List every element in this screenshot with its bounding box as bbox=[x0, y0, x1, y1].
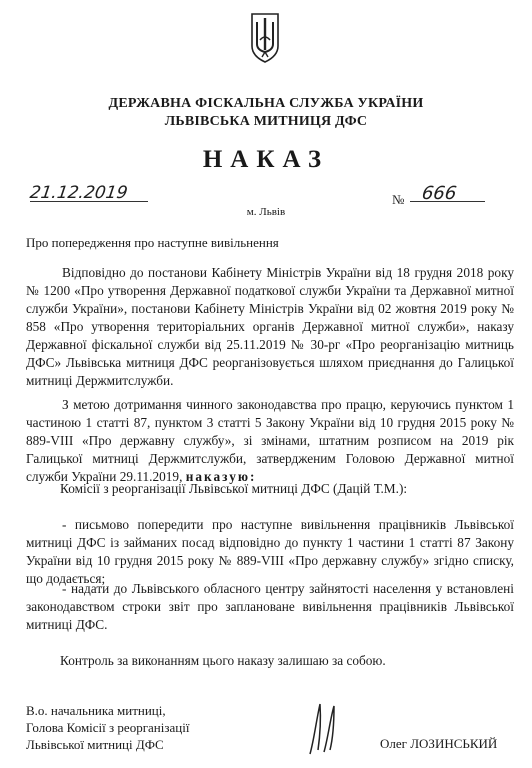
handwritten-signature-icon bbox=[300, 700, 344, 756]
number-label: № bbox=[392, 192, 405, 207]
signatory-line-1: В.о. начальника митниці, bbox=[26, 703, 166, 718]
number-value: 666 bbox=[420, 183, 458, 204]
organization-name: ДЕРЖАВНА ФІСКАЛЬНА СЛУЖБА УКРАЇНИ bbox=[108, 96, 424, 111]
paragraph-purpose bbox=[26, 396, 514, 486]
paragraph-commission: Комісії з реорганізації Львівської митниці ДФС (Дацій Т.М.): bbox=[60, 481, 408, 496]
date-value: 21.12.2019 bbox=[28, 183, 129, 203]
paragraph-item-notify: - письмово попередити про наступне вивільнення працівників Львівської митниці ДФС із займаних посад відповідно до пункту 1 частини 1 статті 87 Закону України від 10 грудня 2015 року № 889-VIII «Про державну службу» згідно списку, що додається; bbox=[26, 517, 514, 586]
paragraph-legal-basis: Відповідно до постанови Кабінету Міністрів України від 18 грудня 2018 року № 1200 «Про утворення Державної податкової служби України та Державної митної служби України», постанови Кабінету Міністрів України від 02 жовтня 2019 року № 858 «Про утворення територіальних органів Державної митної служби», наказу Державної фіскальної служби від 25.11.2019 № 30-рг «Про реорганізацію митниць ДФС» Львівська митниця ДФС реорганізовується шляхом приєднання до Галицької митниці Держмитслужби. bbox=[26, 265, 514, 388]
trident-emblem-icon bbox=[249, 10, 281, 64]
paragraph-purpose-text: З метою дотримання чинного законодавства про працю, керуючись пунктом 1 частиною 1 статті 87, пунктом 3 статті 5 Закону України від 10 грудня 2015 року № 889-VIII «Про державну службу», зі змінами, штатним розписом на 2019 рік Галицької митниці Держмитслужби, затвердженим Головою Державної митної служби України 29.11.2019, bbox=[26, 397, 514, 484]
signatory-name: Олег ЛОЗИНСЬКИЙ bbox=[380, 736, 498, 751]
department-name: ЛЬВІВСЬКА МИТНИЦЯ ДФС bbox=[164, 114, 368, 129]
paragraph-item-report: - надати до Львівського обласного центру зайнятості населення у встановлені законодавством строки звіт про заплановане вивільнення працівників Львівської митниці ДФС. bbox=[26, 581, 514, 632]
number-underline bbox=[410, 201, 485, 202]
signatory-line-2: Голова Комісії з реорганізації bbox=[26, 720, 190, 735]
document-title: НАКАЗ bbox=[202, 146, 330, 173]
document-subject: Про попередження про наступне вивільнення bbox=[26, 235, 279, 250]
paragraph-control: Контроль за виконанням цього наказу залишаю за собою. bbox=[60, 653, 386, 668]
document-number bbox=[410, 183, 485, 205]
city: м. Львів bbox=[246, 206, 286, 218]
document-date bbox=[30, 183, 148, 205]
order-keyword: наказую: bbox=[185, 469, 257, 484]
signatory-line-3: Львівської митниці ДФС bbox=[26, 737, 164, 752]
date-underline bbox=[30, 201, 148, 202]
signatory-position bbox=[26, 702, 189, 753]
